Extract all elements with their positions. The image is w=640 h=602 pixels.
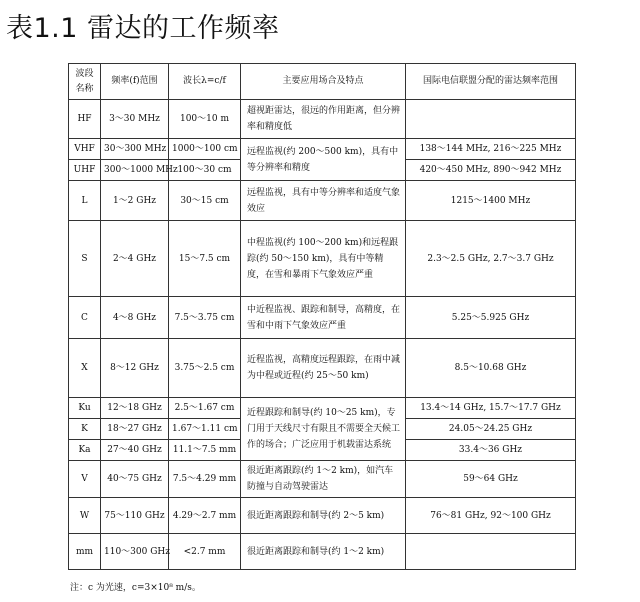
wavelength-range: 2.5～1.67 cm [169, 398, 241, 419]
itu-range: 13.4～14 GHz, 15.7～17.7 GHz [406, 398, 576, 419]
itu-range: 138～144 MHz, 216～225 MHz [406, 139, 576, 160]
band-name: K [69, 419, 101, 440]
table-row [69, 139, 576, 160]
wavelength-range: 30～15 cm [169, 181, 241, 221]
table-row [69, 181, 576, 221]
band-name: V [69, 461, 101, 498]
application-text: 远程监视，具有中等分辨率和适度气象效应 [241, 181, 406, 221]
wavelength-range: 7.5～4.29 mm [169, 461, 241, 498]
band-name: L [69, 181, 101, 221]
radar-frequency-table [68, 63, 576, 570]
application-text: 中程监视(约 100～200 km)和远程跟踪(约 50～150 km)，具有中等精度，在雪和暴雨下气象效应严重 [241, 221, 406, 297]
wavelength-range: 15～7.5 cm [169, 221, 241, 297]
wavelength-range: 3.75～2.5 cm [169, 339, 241, 398]
band-name: UHF [69, 160, 101, 181]
itu-range: 420～450 MHz, 890～942 MHz [406, 160, 576, 181]
footnote: 注：c 为光速，c=3×10⁸ m/s。 [70, 583, 201, 593]
header-application: 主要应用场合及特点 [241, 64, 406, 100]
band-name: VHF [69, 139, 101, 160]
band-name: X [69, 339, 101, 398]
itu-range: 8.5～10.68 GHz [406, 339, 576, 398]
band-name: HF [69, 100, 101, 139]
itu-range: 59～64 GHz [406, 461, 576, 498]
frequency-range: 18～27 GHz [101, 419, 169, 440]
wavelength-range: 4.29～2.7 mm [169, 498, 241, 534]
itu-range: 33.4～36 GHz [406, 440, 576, 461]
itu-range [406, 534, 576, 570]
wavelength-range: <2.7 mm [169, 534, 241, 570]
frequency-range: 40～75 GHz [101, 461, 169, 498]
wavelength-range: 100～30 cm [169, 160, 241, 181]
itu-range: 76～81 GHz, 92～100 GHz [406, 498, 576, 534]
application-text: 超视距雷达，很远的作用距离，但分辨率和精度低 [241, 100, 406, 139]
table-row [69, 534, 576, 570]
wavelength-range: 1000～100 cm [169, 139, 241, 160]
band-name: Ka [69, 440, 101, 461]
table-row [69, 461, 576, 498]
itu-range: 5.25～5.925 GHz [406, 297, 576, 339]
application-text: 近程监视，高精度远程跟踪，在雨中减为中程或近程(约 25～50 km) [241, 339, 406, 398]
application-text: 近程跟踪和制导(约 10～25 km)，专门用于天线尺寸有限且不需要全天候工作的场合；广泛应用于机载雷达系统 [241, 398, 406, 461]
frequency-range: 12～18 GHz [101, 398, 169, 419]
table-row [69, 339, 576, 398]
header-frequency: 频率(f)范围 [101, 64, 169, 100]
band-name: mm [69, 534, 101, 570]
table-row [69, 297, 576, 339]
frequency-range: 75～110 GHz [101, 498, 169, 534]
table-row [69, 398, 576, 419]
frequency-range: 1～2 GHz [101, 181, 169, 221]
frequency-range: 4～8 GHz [101, 297, 169, 339]
itu-range: 2.3～2.5 GHz, 2.7～3.7 GHz [406, 221, 576, 297]
application-text: 很近距离跟踪(约 1～2 km)，如汽车防撞与自动驾驶雷达 [241, 461, 406, 498]
header-band: 波段名称 [69, 64, 101, 100]
wavelength-range: 1.67～1.11 cm [169, 419, 241, 440]
frequency-range: 110～300 GHz [101, 534, 169, 570]
band-name: W [69, 498, 101, 534]
frequency-range: 300～1000 MHz [101, 160, 169, 181]
itu-range: 1215～1400 MHz [406, 181, 576, 221]
band-name: C [69, 297, 101, 339]
header-row [69, 64, 576, 100]
wavelength-range: 7.5～3.75 cm [169, 297, 241, 339]
wavelength-range: 100～10 m [169, 100, 241, 139]
page-title: 表1.1 雷达的工作频率 [6, 13, 280, 44]
itu-range [406, 100, 576, 139]
header-itu-range: 国际电信联盟分配的雷达频率范围 [406, 64, 576, 100]
header-wavelength: 波长λ=c/f [169, 64, 241, 100]
itu-range: 24.05～24.25 GHz [406, 419, 576, 440]
frequency-range: 27～40 GHz [101, 440, 169, 461]
application-text: 很近距离跟踪和制导(约 2～5 km) [241, 498, 406, 534]
application-text: 很近距离跟踪和制导(约 1～2 km) [241, 534, 406, 570]
frequency-range: 3～30 MHz [101, 100, 169, 139]
table-row [69, 221, 576, 297]
application-text: 中近程监视、跟踪和制导，高精度，在雪和中雨下气象效应严重 [241, 297, 406, 339]
frequency-range: 8～12 GHz [101, 339, 169, 398]
band-name: Ku [69, 398, 101, 419]
wavelength-range: 11.1～7.5 mm [169, 440, 241, 461]
table-row [69, 498, 576, 534]
band-name: S [69, 221, 101, 297]
frequency-range: 30～300 MHz [101, 139, 169, 160]
application-text: 远程监视(约 200～500 km)，具有中等分辨率和精度 [241, 139, 406, 181]
frequency-range: 2～4 GHz [101, 221, 169, 297]
table-row [69, 100, 576, 139]
